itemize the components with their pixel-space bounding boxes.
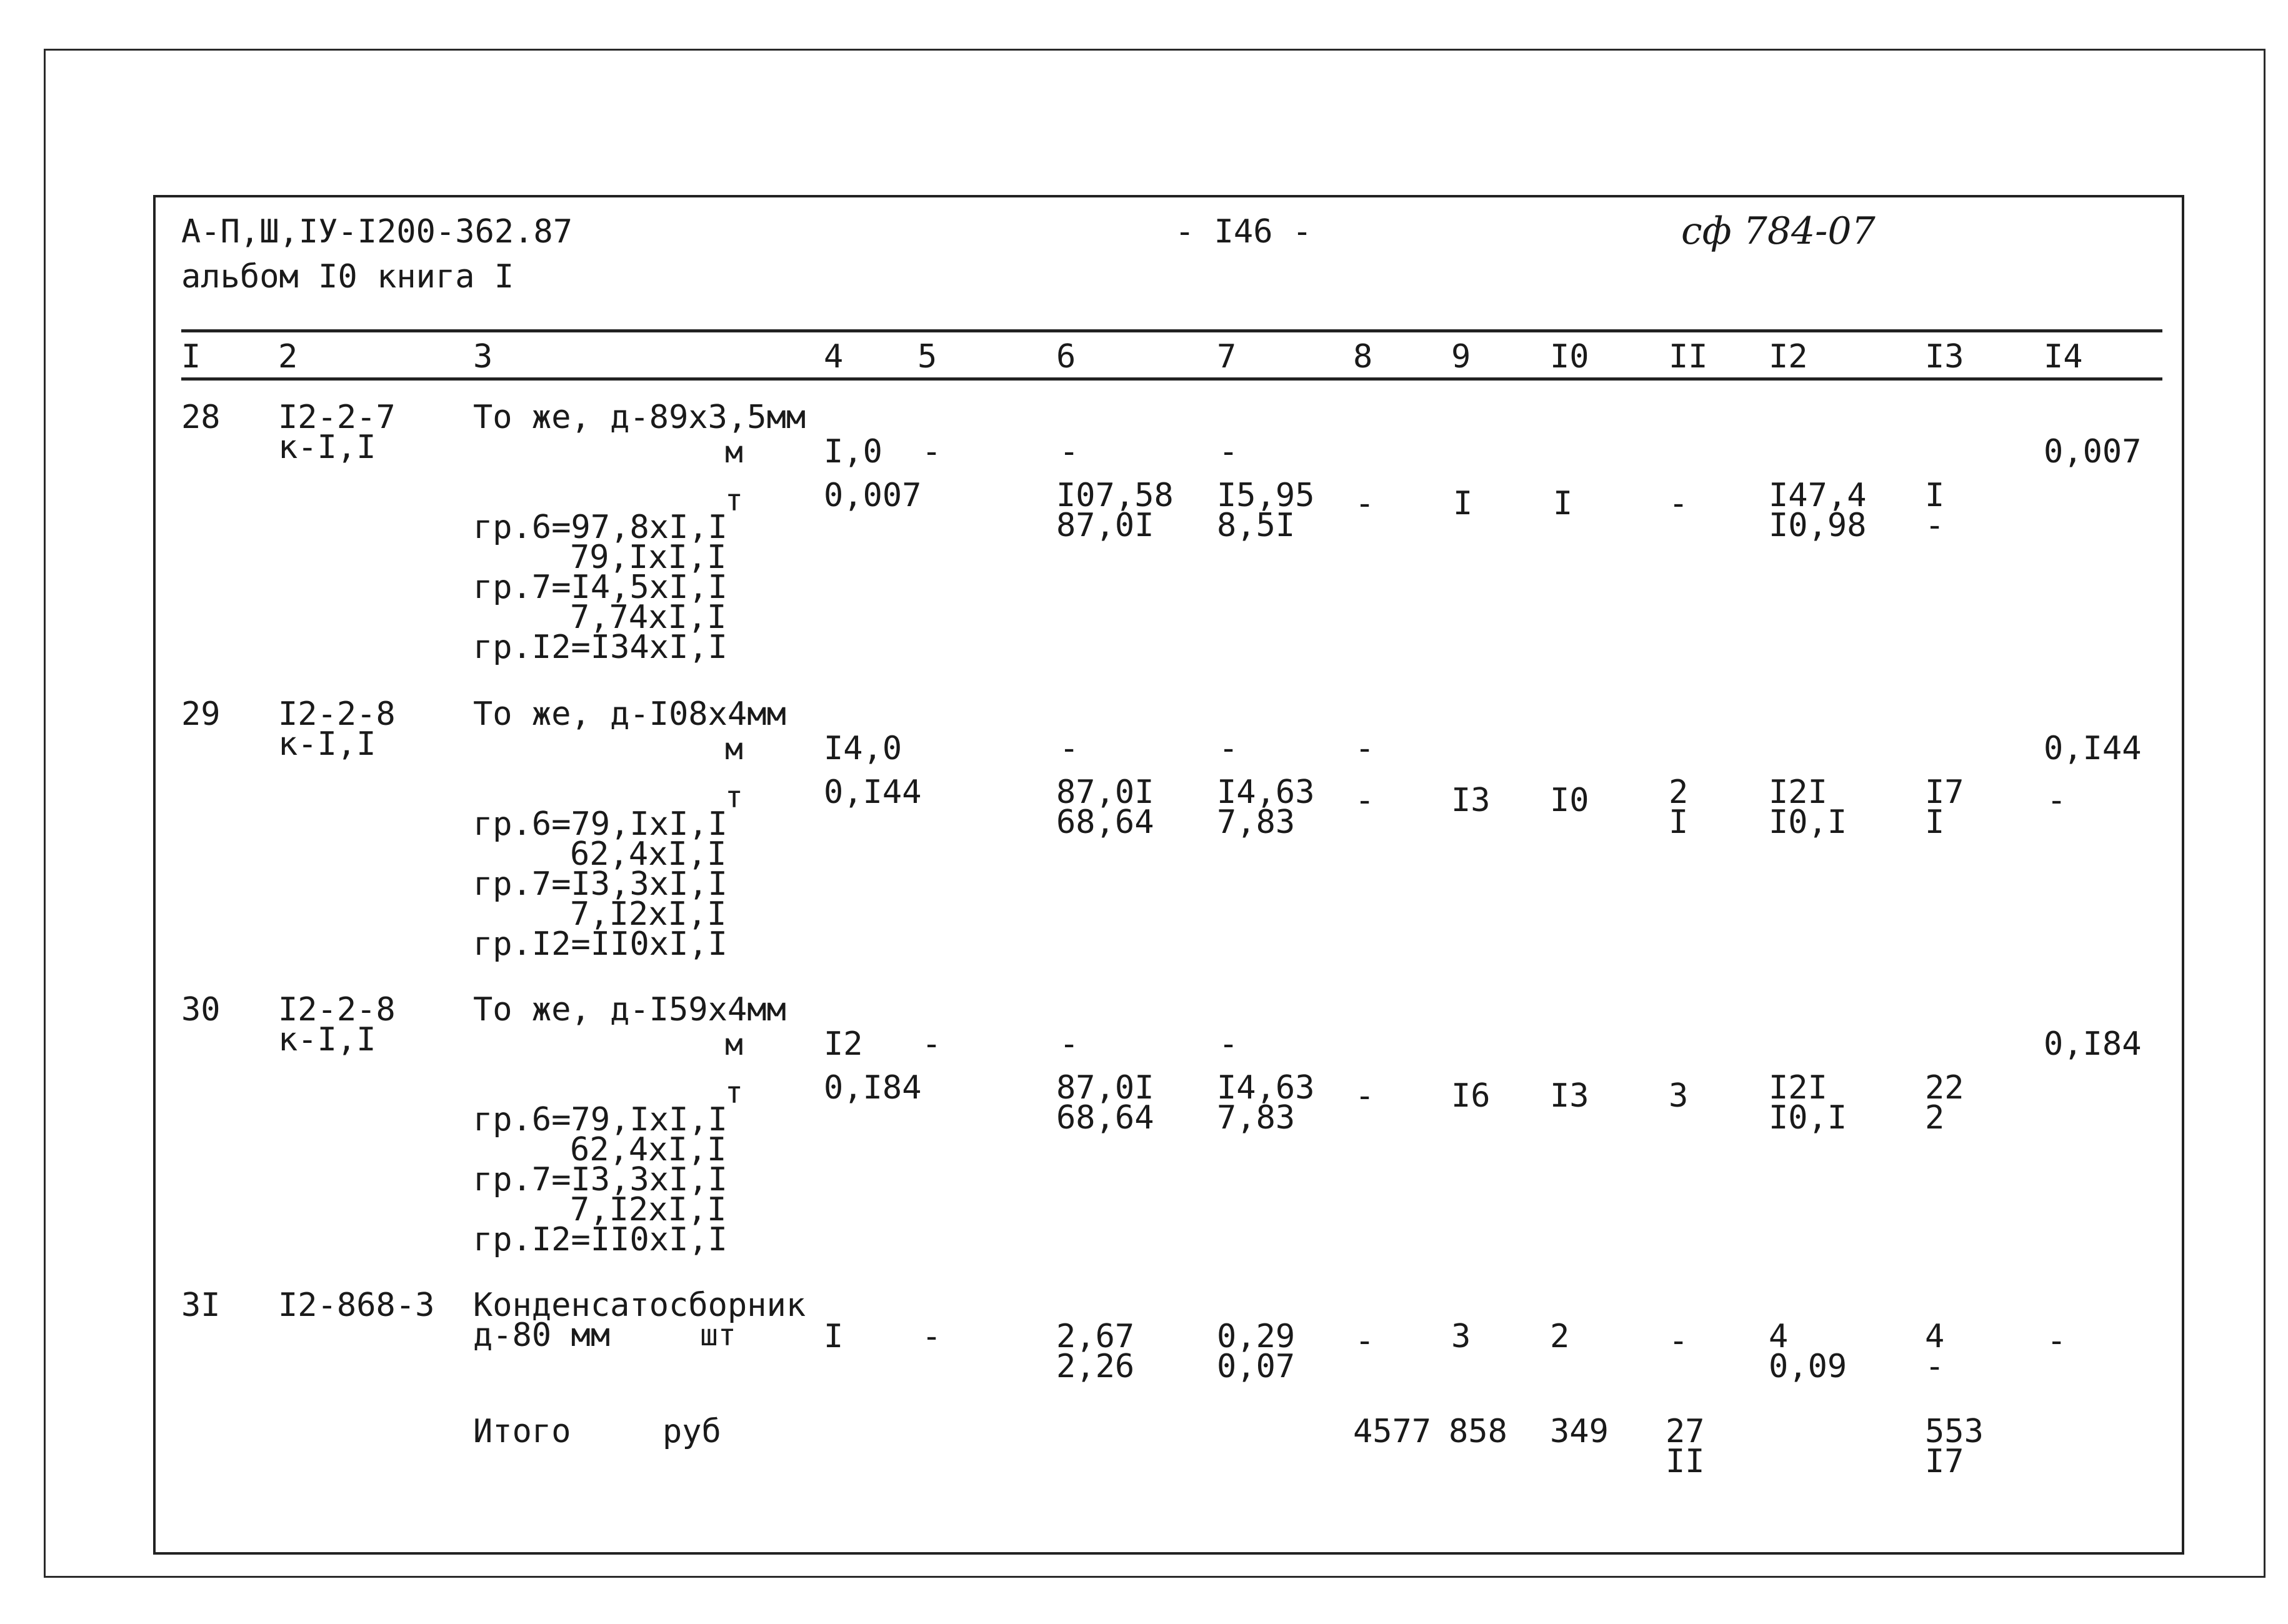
row-code-sub: к-I,I [278, 725, 376, 763]
total-c9: 858 [1449, 1413, 1507, 1450]
col-header-10: I0 [1550, 338, 1589, 376]
total-unit: руб [662, 1413, 721, 1450]
t-c13b: 2 [1925, 1099, 1945, 1137]
row-number: 3I [181, 1287, 221, 1324]
t-c12b: I0,98 [1769, 507, 1867, 544]
t-c12: I2I [1769, 1069, 1827, 1107]
col-header-6: 6 [1056, 338, 1076, 376]
t-c13: 22 [1925, 1069, 1964, 1107]
v-c8: - [1355, 1322, 1375, 1360]
col-header-7: 7 [1217, 338, 1237, 376]
row-code: I2-2-7 [278, 399, 396, 436]
t-c7b: 8,5I [1217, 507, 1296, 544]
row-code: I2-868-3 [278, 1287, 435, 1324]
m-c4: I4,0 [824, 730, 902, 767]
col-header-1: I [181, 338, 201, 376]
t-c12: I2I [1769, 774, 1827, 811]
m-c5: - [922, 1025, 942, 1063]
m-c7: - [1219, 730, 1239, 767]
note-4: 7,I2хI,I [570, 1191, 727, 1228]
m-c7: - [1219, 1025, 1239, 1063]
v-c6b: 2,26 [1056, 1348, 1135, 1385]
v-c4: I [824, 1318, 844, 1355]
m-c6: - [1059, 433, 1079, 471]
total-c11: 27 [1666, 1413, 1705, 1450]
v-c13: 4 [1925, 1318, 1945, 1355]
note-5: гр.I2=I34хI,I [473, 629, 727, 666]
t-c11: 3 [1669, 1077, 1689, 1115]
t-c9: I3 [1451, 782, 1491, 819]
total-c11b: II [1666, 1443, 1705, 1480]
total-c8: 4577 [1353, 1413, 1432, 1450]
unit-m: м [725, 1027, 743, 1062]
unit-t: т [725, 1075, 743, 1110]
total-label: Итого [473, 1413, 571, 1450]
t-c4: 0,I44 [824, 774, 922, 811]
m-c5: - [922, 433, 942, 471]
t-c6: I07,58 [1056, 477, 1174, 514]
page-number: - I46 - [1175, 213, 1312, 251]
col-header-13: I3 [1925, 338, 1964, 376]
t-c10: I [1553, 485, 1573, 522]
unit-pcs: шт [700, 1318, 736, 1353]
m-c4: I2 [824, 1025, 863, 1063]
t-c12b: I0,I [1769, 804, 1847, 841]
v-c12: 4 [1769, 1318, 1789, 1355]
row-code: I2-2-8 [278, 991, 396, 1029]
col-header-5: 5 [917, 338, 937, 376]
col-header-9: 9 [1451, 338, 1471, 376]
t-c10: I0 [1550, 782, 1589, 819]
t-c6: 87,0I [1056, 774, 1154, 811]
v-c11: - [1669, 1322, 1689, 1360]
note-3: гр.7=I3,3хI,I [473, 865, 727, 903]
row-name: То же, д-I08х4мм [473, 695, 786, 733]
t-c9: I [1453, 485, 1473, 522]
t-c7: I4,63 [1217, 774, 1315, 811]
m-c7: - [1219, 433, 1239, 471]
t-c8: - [1355, 485, 1375, 522]
m-c14: 0,I44 [2044, 730, 2142, 767]
col-header-8: 8 [1353, 338, 1373, 376]
t-c6b: 68,64 [1056, 1099, 1154, 1137]
total-c13: 553 [1925, 1413, 1984, 1450]
t-c6: 87,0I [1056, 1069, 1154, 1107]
v-c14: - [2047, 1322, 2067, 1360]
t-c8: - [1355, 782, 1375, 819]
m-c4: I,0 [824, 433, 882, 471]
note-5: гр.I2=II0хI,I [473, 925, 727, 963]
v-c12b: 0,09 [1769, 1348, 1847, 1385]
v-c10: 2 [1550, 1318, 1570, 1355]
m-c6: - [1059, 1025, 1079, 1063]
note-4: 7,74хI,I [570, 599, 727, 636]
v-c7b: 0,07 [1217, 1348, 1296, 1385]
t-c6b: 68,64 [1056, 804, 1154, 841]
note-1: гр.6=79,IхI,I [473, 805, 727, 843]
total-c10: 349 [1550, 1413, 1609, 1450]
t-c7b: 7,83 [1217, 804, 1296, 841]
t-c4: 0,I84 [824, 1069, 922, 1107]
col-header-12: I2 [1769, 338, 1808, 376]
m-c14: 0,I84 [2044, 1025, 2142, 1063]
handwritten-note: сф 784-07 [1681, 209, 1876, 253]
row-code-sub: к-I,I [278, 1021, 376, 1059]
doc-code: А-П,Ш,IУ-I200-362.87 [181, 213, 573, 251]
unit-m: м [725, 732, 743, 767]
t-c11b: I [1669, 804, 1689, 841]
note-3: гр.7=I3,3хI,I [473, 1161, 727, 1198]
t-c14: - [2047, 782, 2067, 819]
unit-t: т [725, 483, 743, 518]
t-c12: I47,4 [1769, 477, 1867, 514]
header-rule-top [181, 329, 2162, 332]
m-c8: - [1355, 730, 1375, 767]
row-number: 30 [181, 991, 221, 1029]
t-c7b: 7,83 [1217, 1099, 1296, 1137]
v-c7: 0,29 [1217, 1318, 1296, 1355]
row-code-sub: к-I,I [278, 429, 376, 466]
note-1: гр.6=97,8хI,I [473, 509, 727, 546]
note-3: гр.7=I4,5хI,I [473, 569, 727, 606]
col-header-11: II [1669, 338, 1708, 376]
row-number: 29 [181, 695, 221, 733]
row-number: 28 [181, 399, 221, 436]
note-2: 62,4хI,I [570, 1131, 727, 1168]
row-name-sub: д-80 мм [473, 1317, 611, 1354]
t-c11: - [1669, 485, 1689, 522]
t-c13b: - [1925, 507, 1945, 544]
unit-t: т [725, 780, 743, 815]
v-c5: - [922, 1318, 942, 1355]
t-c8: - [1355, 1077, 1375, 1115]
t-c13: I7 [1925, 774, 1964, 811]
t-c9: I6 [1451, 1077, 1491, 1115]
t-c7: I5,95 [1217, 477, 1315, 514]
album-label: альбом I0 книга I [181, 258, 514, 296]
row-name: Конденсатосборник [473, 1287, 806, 1324]
total-c13b: I7 [1925, 1443, 1964, 1480]
v-c9: 3 [1451, 1318, 1471, 1355]
t-c11: 2 [1669, 774, 1689, 811]
t-c7: I4,63 [1217, 1069, 1315, 1107]
note-2: 62,4хI,I [570, 835, 727, 873]
row-code: I2-2-8 [278, 695, 396, 733]
t-c4: 0,007 [824, 477, 922, 514]
t-c13b: I [1925, 804, 1945, 841]
col-header-4: 4 [824, 338, 844, 376]
note-2: 79,IхI,I [570, 539, 727, 576]
col-header-3: 3 [473, 338, 493, 376]
note-4: 7,I2хI,I [570, 895, 727, 933]
document-frame [153, 195, 2184, 1555]
row-name: То же, д-89х3,5мм [473, 399, 806, 436]
col-header-14: I4 [2044, 338, 2083, 376]
col-header-2: 2 [278, 338, 298, 376]
header-rule-bottom [181, 377, 2162, 381]
row-name: То же, д-I59х4мм [473, 991, 786, 1029]
v-c6: 2,67 [1056, 1318, 1135, 1355]
t-c10: I3 [1550, 1077, 1589, 1115]
note-5: гр.I2=II0хI,I [473, 1221, 727, 1258]
m-c6: - [1059, 730, 1079, 767]
t-c13: I [1925, 477, 1945, 514]
unit-m: м [725, 435, 743, 470]
m-c14: 0,007 [2044, 433, 2142, 471]
t-c12b: I0,I [1769, 1099, 1847, 1137]
t-c6b: 87,0I [1056, 507, 1154, 544]
v-c13b: - [1925, 1348, 1945, 1385]
note-1: гр.6=79,IхI,I [473, 1101, 727, 1138]
